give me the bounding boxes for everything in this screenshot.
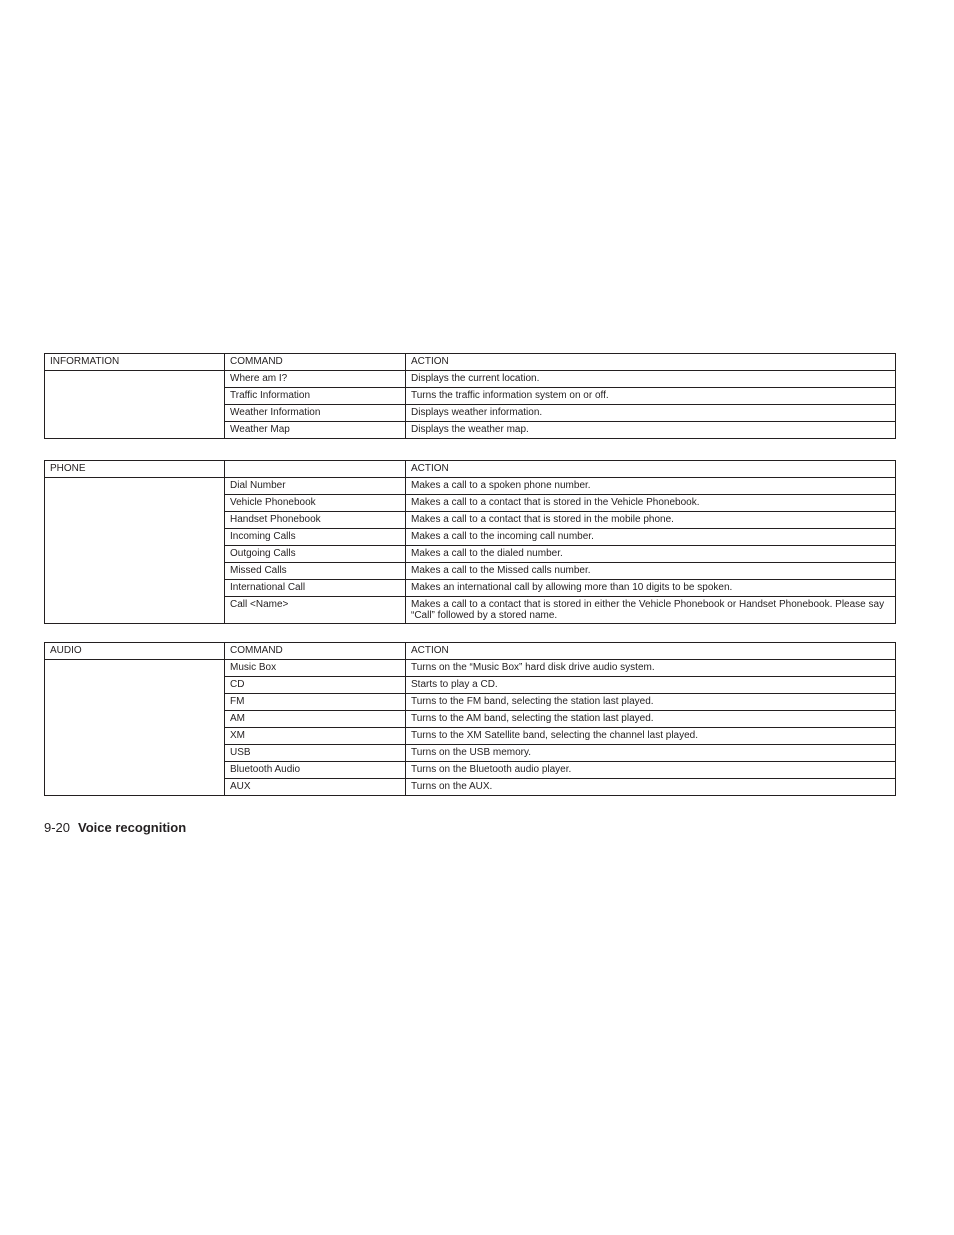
action-header: ACTION [406,354,896,371]
action-cell: Turns on the USB memory. [406,745,896,762]
category-cell [45,478,225,624]
phone-command-table [44,460,896,624]
table-row [45,371,896,388]
command-cell: CD [225,677,406,694]
table-row [45,660,896,677]
action-cell: Turns to the FM band, selecting the station last played. [406,694,896,711]
command-cell: Music Box [225,660,406,677]
action-cell: Turns to the AM band, selecting the station last played. [406,711,896,728]
action-header: ACTION [406,643,896,660]
action-cell: Makes a call to the dialed number. [406,546,896,563]
command-cell: AUX [225,779,406,796]
action-cell: Makes a call to a spoken phone number. [406,478,896,495]
command-cell: Weather Map [225,422,406,439]
command-header [225,461,406,478]
page-footer [44,820,186,836]
command-cell: Bluetooth Audio [225,762,406,779]
command-cell: Vehicle Phonebook [225,495,406,512]
command-cell: Traffic Information [225,388,406,405]
action-cell: Turns on the Bluetooth audio player. [406,762,896,779]
table-header-row [45,643,896,660]
action-cell: Makes a call to a contact that is stored in the Vehicle Phonebook. [406,495,896,512]
information-command-table [44,353,896,439]
command-cell: Handset Phonebook [225,512,406,529]
action-cell: Makes a call to a contact that is stored in the mobile phone. [406,512,896,529]
category-header: INFORMATION [45,354,225,371]
action-cell: Displays the current location. [406,371,896,388]
command-header: COMMAND [225,643,406,660]
action-cell: Turns on the AUX. [406,779,896,796]
command-cell: Missed Calls [225,563,406,580]
page-number: 9-20 [44,820,71,835]
audio-command-table [44,642,896,796]
category-header: PHONE [45,461,225,478]
command-cell: USB [225,745,406,762]
category-cell [45,660,225,796]
action-cell: Makes a call to the incoming call number. [406,529,896,546]
action-header: ACTION [406,461,896,478]
table-row [45,478,896,495]
section-title: Voice recognition [78,820,187,835]
command-cell: Call <Name> [225,597,406,624]
action-cell: Makes a call to the Missed calls number. [406,563,896,580]
command-cell: Incoming Calls [225,529,406,546]
table-header-row [45,461,896,478]
command-cell: FM [225,694,406,711]
category-cell [45,371,225,439]
command-cell: Dial Number [225,478,406,495]
command-cell: Outgoing Calls [225,546,406,563]
command-cell: AM [225,711,406,728]
table-header-row [45,354,896,371]
command-cell: Weather Information [225,405,406,422]
action-cell: Turns to the XM Satellite band, selecting the channel last played. [406,728,896,745]
action-cell: Turns the traffic information system on or off. [406,388,896,405]
category-header: AUDIO [45,643,225,660]
command-header: COMMAND [225,354,406,371]
action-cell: Starts to play a CD. [406,677,896,694]
command-cell: XM [225,728,406,745]
action-cell: Displays weather information. [406,405,896,422]
command-cell: International Call [225,580,406,597]
action-cell: Displays the weather map. [406,422,896,439]
command-cell: Where am I? [225,371,406,388]
action-cell: Turns on the “Music Box” hard disk drive audio system. [406,660,896,677]
action-cell: Makes an international call by allowing more than 10 digits to be spoken. [406,580,896,597]
action-cell: Makes a call to a contact that is stored in either the Vehicle Phonebook or Handset Phonebook. Please say “Call” followed by a stored name. [406,597,896,624]
